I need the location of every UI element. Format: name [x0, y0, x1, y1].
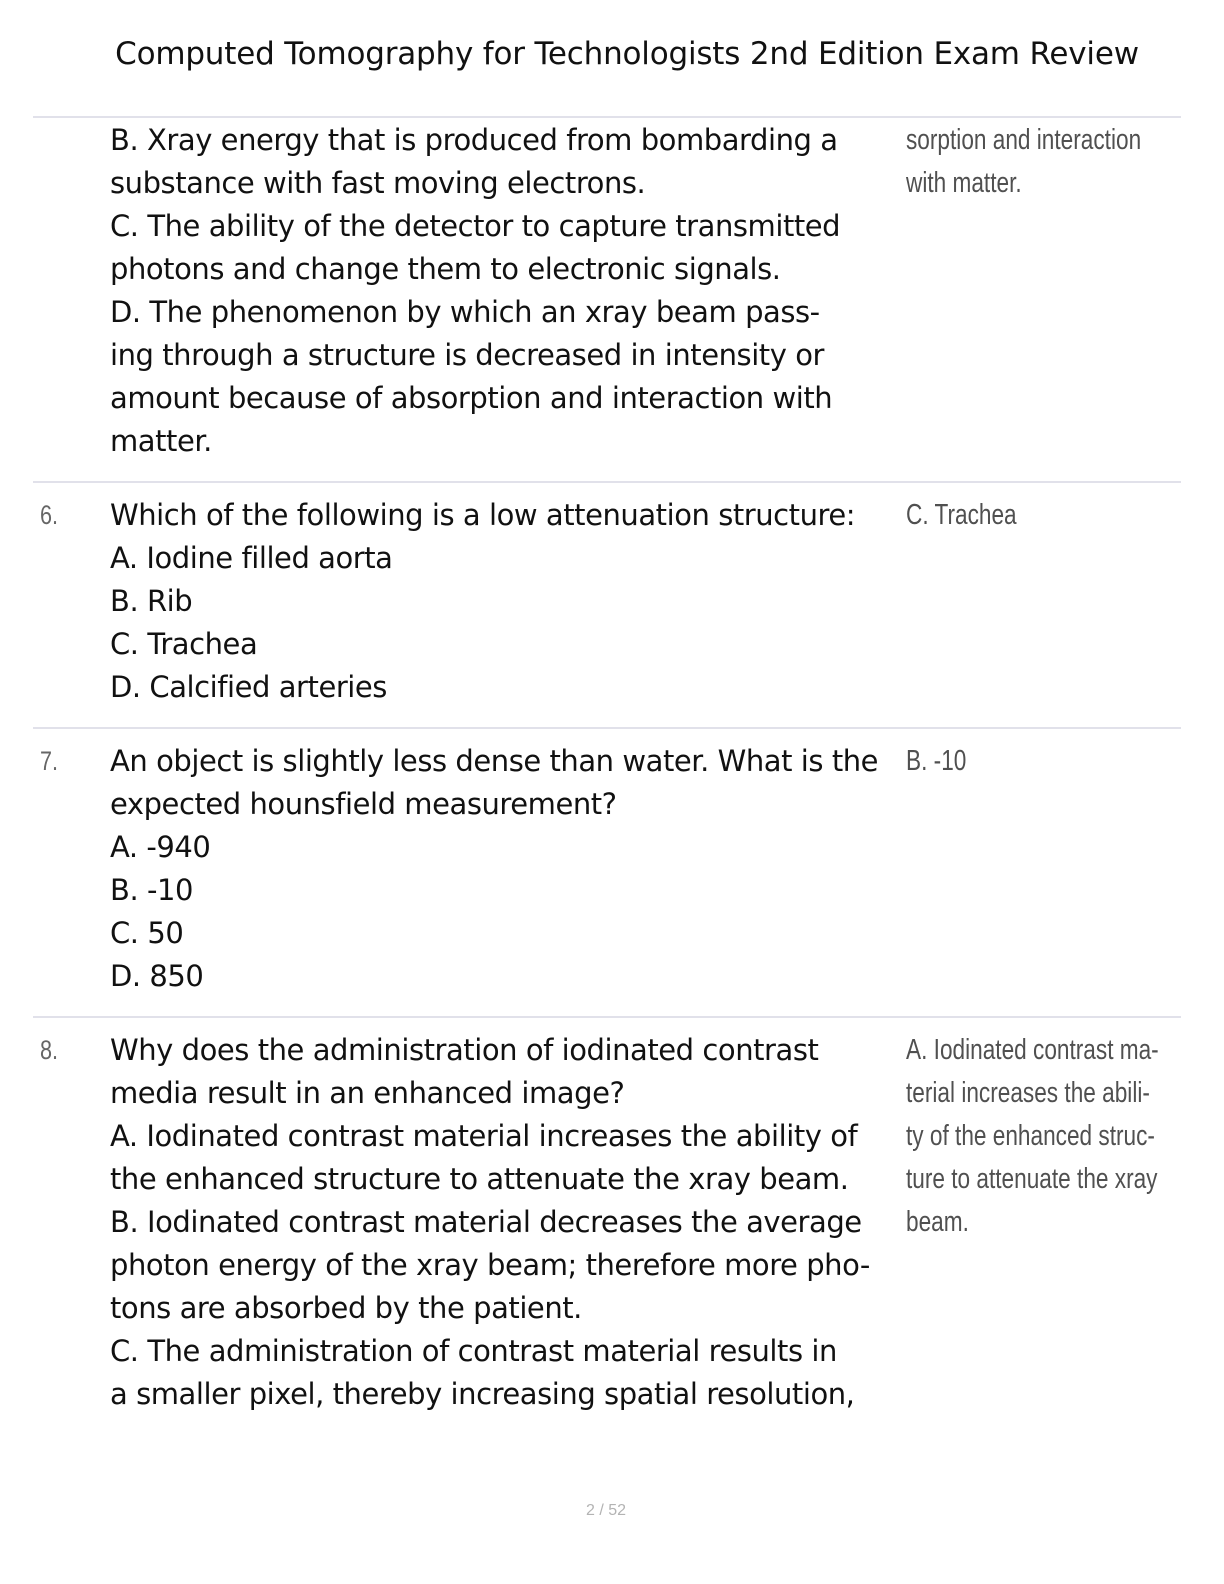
- question-line: Which of the following is a low attenuation structure:: [110, 498, 856, 532]
- answer-line: with matter.: [906, 167, 1022, 199]
- section-divider: [33, 116, 1181, 118]
- answer-text: [906, 119, 1206, 205]
- answer-line: sorption and interaction: [906, 124, 1142, 156]
- question-line: B. Xray energy that is produced from bombarding a: [110, 123, 838, 157]
- page-title: Computed Tomography for Technologists 2nd Edition Exam Review: [115, 36, 1139, 72]
- question-line: D. The phenomenon by which an xray beam pass-: [110, 295, 820, 329]
- question-line: B. Iodinated contrast material decreases the average: [110, 1205, 862, 1239]
- question-line: amount because of absorption and interaction with: [110, 381, 833, 415]
- page-number: 2 / 52: [585, 1502, 627, 1519]
- question-line: photons and change them to electronic signals.: [110, 252, 781, 286]
- answer-text: [906, 494, 1206, 537]
- question-text: [110, 1029, 910, 1416]
- question-text: [110, 119, 910, 463]
- question-line: media result in an enhanced image?: [110, 1076, 625, 1110]
- question-line: A. -940: [110, 830, 211, 864]
- question-line: A. Iodine filled aorta: [110, 541, 393, 575]
- question-line: A. Iodinated contrast material increases the ability of: [110, 1119, 858, 1153]
- question-line: C. The ability of the detector to capture transmitted: [110, 209, 841, 243]
- question-text: [110, 494, 910, 709]
- question-number: 8.: [40, 1035, 59, 1065]
- question-line: tons are absorbed by the patient.: [110, 1291, 582, 1325]
- answer-line: C. Trachea: [906, 499, 1017, 531]
- answer-line: ture to attenuate the xray: [906, 1163, 1158, 1195]
- question-line: matter.: [110, 424, 212, 458]
- answer-line: ty of the enhanced struc-: [906, 1120, 1155, 1152]
- question-line: ing through a structure is decreased in intensity or: [110, 338, 824, 372]
- question-text: [110, 740, 910, 998]
- question-line: An object is slightly less dense than water. What is the: [110, 744, 879, 778]
- question-line: C. 50: [110, 916, 184, 950]
- question-line: C. The administration of contrast material results in: [110, 1334, 837, 1368]
- section-divider: [33, 1016, 1181, 1018]
- question-line: photon energy of the xray beam; therefore more pho-: [110, 1248, 870, 1282]
- question-number: 7.: [40, 746, 59, 776]
- section-divider: [33, 727, 1181, 729]
- answer-line: terial increases the abili-: [906, 1077, 1150, 1109]
- question-line: D. Calcified arteries: [110, 670, 387, 704]
- question-line: C. Trachea: [110, 627, 258, 661]
- question-line: a smaller pixel, thereby increasing spatial resolution,: [110, 1377, 855, 1411]
- question-line: Why does the administration of iodinated contrast: [110, 1033, 819, 1067]
- question-line: B. Rib: [110, 584, 193, 618]
- section-divider: [33, 481, 1181, 483]
- question-line: the enhanced structure to attenuate the xray beam.: [110, 1162, 849, 1196]
- question-line: substance with fast moving electrons.: [110, 166, 646, 200]
- answer-line: B. -10: [906, 745, 967, 777]
- question-number: 6.: [40, 500, 59, 530]
- question-line: D. 850: [110, 959, 204, 993]
- question-line: B. -10: [110, 873, 193, 907]
- answer-line: A. Iodinated contrast ma-: [906, 1034, 1159, 1066]
- question-line: expected hounsfield measurement?: [110, 787, 617, 821]
- answer-line: beam.: [906, 1206, 969, 1238]
- answer-text: [906, 740, 1206, 783]
- answer-text: [906, 1029, 1206, 1244]
